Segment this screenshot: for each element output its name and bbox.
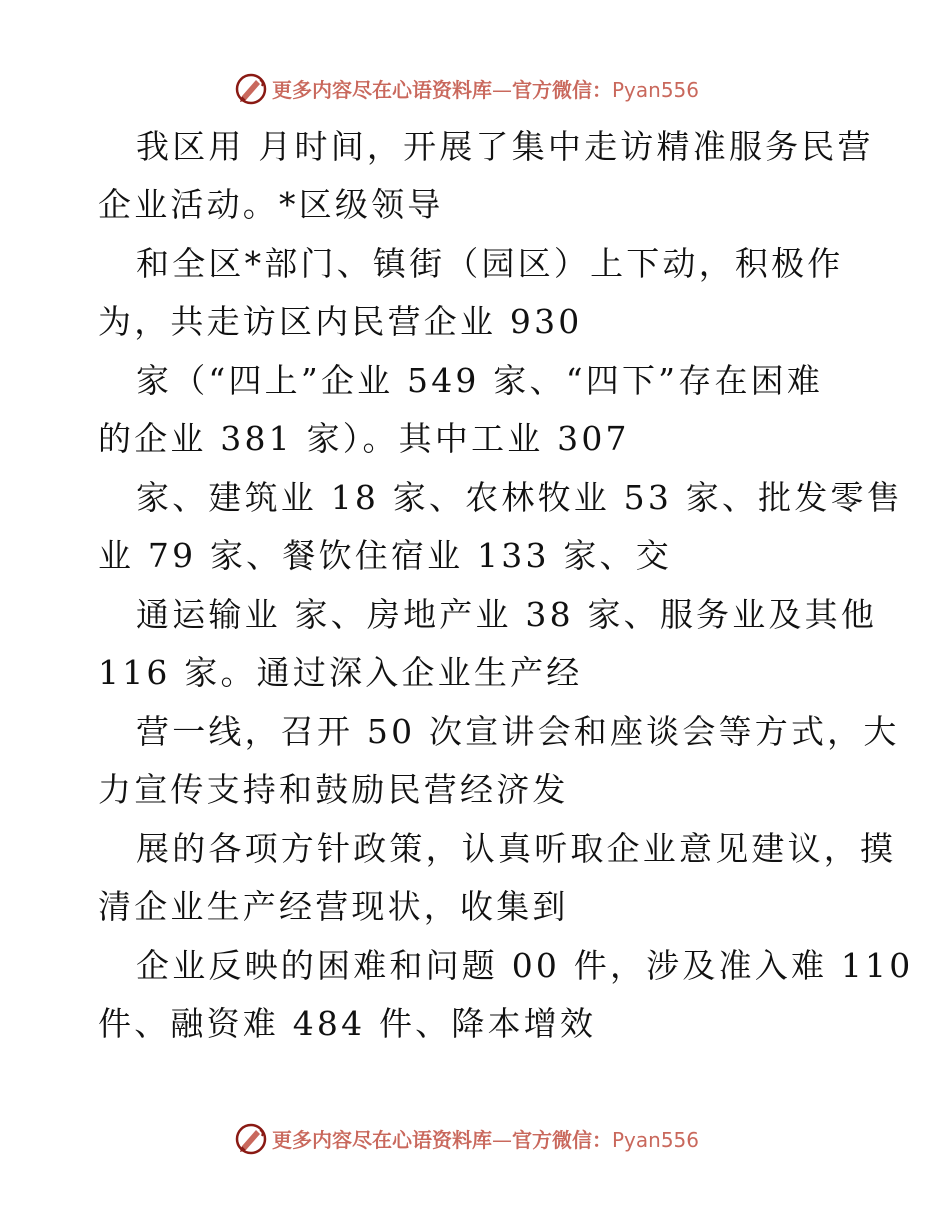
pen-circle-logo-icon [234, 1122, 268, 1156]
footer-banner [0, 1120, 950, 1160]
body-line-6: 的企业 381 家）。其中工业 307 [98, 419, 630, 458]
body-line-1: 我区用 月时间，开展了集中走访精准服务民营 [136, 127, 874, 166]
footer-banner-wechat-id: Pyan556 [612, 1128, 700, 1152]
body-line-4: 为，共走访区内民营企业 930 [98, 302, 583, 341]
body-line-13: 展的各项方针政策，认真听取企业意见建议，摸 [136, 829, 897, 868]
body-line-14: 清企业生产经营现状，收集到 [98, 887, 569, 926]
footer-banner-title: 更多内容尽在心语资料库 [272, 1128, 492, 1152]
body-line-11: 营一线，召开 50 次宣讲会和座谈会等方式，大 [136, 712, 900, 751]
pen-circle-logo-icon [234, 72, 268, 106]
footer-banner-text [272, 1126, 699, 1154]
body-line-16: 件、融资难 484 件、降本增效 [98, 1004, 597, 1043]
header-banner-dash: — [492, 78, 512, 102]
header-banner-wechat-id: Pyan556 [612, 78, 700, 102]
body-line-7: 家、建筑业 18 家、农林牧业 53 家、批发零售 [136, 478, 903, 517]
header-banner-text [272, 76, 699, 104]
header-banner [0, 70, 950, 110]
body-line-2: 企业活动。*区级领导 [98, 185, 444, 224]
body-line-12: 力宣传支持和鼓励民营经济发 [98, 770, 569, 809]
body-line-9: 通运输业 家、房地产业 38 家、服务业及其他 [136, 595, 878, 634]
header-banner-title: 更多内容尽在心语资料库 [272, 78, 492, 102]
header-banner-wechat-label: 官方微信： [512, 78, 612, 102]
body-line-8: 业 79 家、餐饮住宿业 133 家、交 [98, 536, 672, 575]
body-line-15: 企业反映的困难和问题 00 件，涉及准入难 110 [136, 946, 914, 985]
footer-banner-wechat-label: 官方微信： [512, 1128, 612, 1152]
body-line-5: 家（“四上”企业 549 家、“四下”存在困难 [136, 361, 824, 400]
footer-banner-dash: — [492, 1128, 512, 1152]
body-line-3: 和全区*部门、镇街（园区）上下动，积极作 [136, 244, 844, 283]
body-line-10: 116 家。通过深入企业生产经 [98, 653, 583, 692]
